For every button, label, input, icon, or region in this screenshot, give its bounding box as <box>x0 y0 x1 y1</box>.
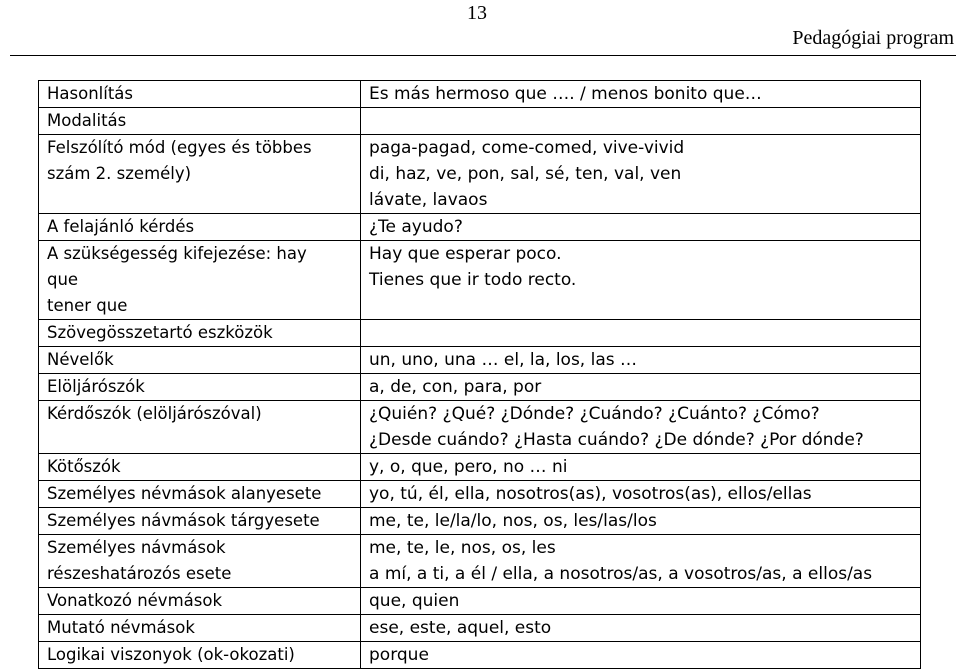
grammar-topic-line: Elöljárószók <box>47 377 145 396</box>
grammar-topic-cell <box>39 108 361 135</box>
table-row <box>39 241 921 320</box>
grammar-topic-cell <box>39 642 361 669</box>
spanish-example-line: Hay que esperar poco. <box>369 244 562 264</box>
grammar-topic-line: Személyes návmások tárgyesete <box>47 511 320 530</box>
grammar-topic-line: A felajánló kérdés <box>47 217 195 236</box>
table-row <box>39 347 921 374</box>
grammar-topic-line: szám 2. személy) <box>47 164 192 183</box>
spanish-example-line: Tienes que ir todo recto. <box>369 270 577 290</box>
spanish-example-line: un, uno, una … el, la, los, las … <box>369 350 638 370</box>
grammar-topic-line: Hasonlítás <box>47 84 134 103</box>
grammar-topic-line: que <box>47 270 79 289</box>
spanish-example-cell <box>361 347 921 374</box>
table-row <box>39 401 921 454</box>
table-row <box>39 535 921 588</box>
table-row <box>39 481 921 508</box>
spanish-example-cell <box>361 81 921 108</box>
table-row <box>39 81 921 108</box>
grammar-topic-line <box>47 427 360 453</box>
spanish-example-line: di, haz, ve, pon, sal, sé, ten, val, ven <box>369 164 682 184</box>
grammar-topic-line: tener que <box>47 296 128 315</box>
grammar-topic-cell <box>39 81 361 108</box>
spanish-example-line: porque <box>369 645 429 665</box>
spanish-example-cell <box>361 615 921 642</box>
table-row <box>39 135 921 214</box>
spanish-example-line: paga-pagad, come-comed, vive-vivid <box>369 138 685 158</box>
grammar-topic-line: Szövegösszetartó eszközök <box>47 323 273 342</box>
grammar-topic-cell <box>39 535 361 588</box>
spanish-example-line: que, quien <box>369 591 460 611</box>
grammar-topic-line: Vonatkozó névmások <box>47 591 223 610</box>
spanish-example-cell <box>361 508 921 535</box>
spanish-example-line: y, o, que, pero, no … ni <box>369 457 568 477</box>
grammar-topic-line: Kötőszók <box>47 457 121 476</box>
grammar-topic-cell <box>39 615 361 642</box>
spanish-example-cell <box>361 374 921 401</box>
spanish-example-cell <box>361 642 921 669</box>
spanish-example-line: yo, tú, él, ella, nosotros(as), vosotros(as), ellos/ellas <box>369 484 812 504</box>
spanish-example-cell <box>361 108 921 135</box>
spanish-example-cell <box>361 588 921 615</box>
table-row <box>39 615 921 642</box>
grammar-topic-cell <box>39 241 361 320</box>
spanish-example-cell <box>361 214 921 241</box>
grammar-topic-cell <box>39 374 361 401</box>
spanish-example-cell <box>361 241 921 320</box>
grammar-topic-cell <box>39 508 361 535</box>
grammar-topic-cell <box>39 135 361 214</box>
grammar-topic-line: A szükségesség kifejezése: hay <box>47 244 307 263</box>
grammar-topic-line <box>47 187 360 213</box>
grammar-topic-line: Személyes névmások alanyesete <box>47 484 322 503</box>
grammar-topic-cell <box>39 454 361 481</box>
spanish-example-line: lávate, lavaos <box>369 190 488 210</box>
table-row <box>39 588 921 615</box>
grammar-topic-cell <box>39 320 361 347</box>
spanish-example-line: ¿Desde cuándo? ¿Hasta cuándo? ¿De dónde? ¿Por dónde? <box>369 430 864 450</box>
table-row <box>39 374 921 401</box>
grammar-topic-line: Kérdőszók (elöljárószóval) <box>47 404 262 423</box>
spanish-example-cell <box>361 320 921 347</box>
spanish-example-line: a mí, a ti, a él / ella, a nosotros/as, a vosotros/as, a ellos/as <box>369 564 873 584</box>
spanish-example-line: a, de, con, para, por <box>369 377 542 397</box>
grammar-table <box>38 80 921 669</box>
spanish-example-line: me, te, le, nos, os, les <box>369 538 556 558</box>
grammar-topic-line: Személyes návmások <box>47 538 226 557</box>
table-row <box>39 454 921 481</box>
table-row <box>39 108 921 135</box>
spanish-example-line: ese, este, aquel, esto <box>369 618 552 638</box>
spanish-example-cell <box>361 135 921 214</box>
program-title: Pedagógiai program <box>792 27 954 49</box>
spanish-example-line <box>369 320 920 346</box>
table-row <box>39 642 921 669</box>
page-number: 13 <box>467 2 487 24</box>
table-row <box>39 320 921 347</box>
grammar-table-body <box>39 81 921 669</box>
spanish-example-cell <box>361 454 921 481</box>
grammar-topic-cell <box>39 214 361 241</box>
grammar-topic-cell <box>39 481 361 508</box>
header-divider <box>10 55 956 56</box>
spanish-example-line: ¿Te ayudo? <box>369 217 463 237</box>
grammar-topic-line: Mutató névmások <box>47 618 195 637</box>
grammar-topic-cell <box>39 588 361 615</box>
spanish-example-line <box>369 108 920 134</box>
grammar-topic-line: Modalitás <box>47 111 127 130</box>
spanish-example-line: Es más hermoso que …. / menos bonito que… <box>369 84 762 104</box>
grammar-topic-line: Felszólító mód (egyes és többes <box>47 138 312 157</box>
grammar-topic-cell <box>39 401 361 454</box>
table-row <box>39 214 921 241</box>
grammar-topic-line: Logikai viszonyok (ok-okozati) <box>47 645 295 664</box>
spanish-example-cell <box>361 535 921 588</box>
spanish-example-line: ¿Quién? ¿Qué? ¿Dónde? ¿Cuándo? ¿Cuánto? ¿Cómo? <box>369 404 820 424</box>
table-row <box>39 508 921 535</box>
spanish-example-cell <box>361 401 921 454</box>
grammar-topic-line: részeshatározós esete <box>47 564 232 583</box>
spanish-example-line <box>369 293 920 319</box>
spanish-example-cell <box>361 481 921 508</box>
spanish-example-line: me, te, le/la/lo, nos, os, les/las/los <box>369 511 657 531</box>
grammar-topic-line: Névelők <box>47 350 114 369</box>
grammar-topic-cell <box>39 347 361 374</box>
